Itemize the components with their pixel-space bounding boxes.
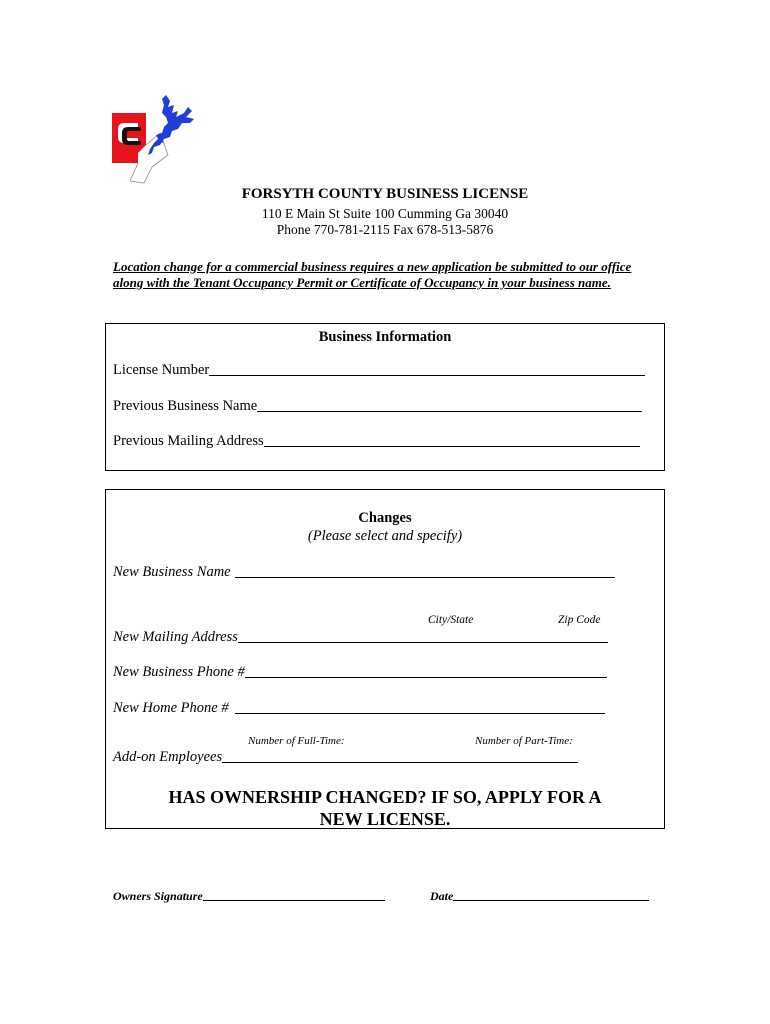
forsyth-county-logo [108,93,206,193]
ownership-changed-warning: HAS OWNERSHIP CHANGED? IF SO, APPLY FOR A NEW LICENSE. [168,787,602,829]
full-time-label: Number of Full-Time: [248,735,345,747]
date-field[interactable] [453,899,649,901]
business-information-section [105,323,665,471]
new-business-phone-field[interactable] [245,676,607,678]
new-business-name-label: New Business Name [113,564,231,580]
new-home-phone-row [113,700,605,717]
new-mailing-address-label: New Mailing Address [113,629,238,645]
changes-title: Changes [358,510,412,526]
owners-signature-row [113,889,385,904]
previous-mailing-address-label: Previous Mailing Address [113,433,264,449]
new-business-phone-row [113,664,607,681]
license-number-field[interactable] [209,374,645,376]
date-label: Date [430,889,454,903]
page-title: FORSYTH COUNTY BUSINESS LICENSE [241,186,529,202]
previous-business-name-label: Previous Business Name [113,398,258,414]
new-business-name-field[interactable] [235,576,615,578]
office-address: 110 E Main St Suite 100 Cumming Ga 30040 [261,206,509,221]
previous-business-name-field[interactable] [257,410,642,412]
license-number-label: License Number [113,362,210,378]
license-number-row [113,362,645,379]
new-mailing-address-field[interactable] [238,641,608,643]
new-mailing-address-row [113,629,608,646]
location-change-notice: Location change for a commercial business requires a new application be submitted to our office along with the Tenant Occupancy Permit or Certificate of Occupancy in your business name. [113,259,632,290]
city-state-label: City/State [428,614,474,626]
previous-mailing-address-field[interactable] [264,445,640,447]
add-on-employees-label: Add-on Employees [113,749,223,765]
zip-code-label: Zip Code [558,614,601,626]
previous-business-name-row [113,398,642,415]
part-time-label: Number of Part-Time: [475,735,573,747]
changes-subtitle: (Please select and specify) [307,528,463,544]
date-row [430,889,649,904]
new-home-phone-field[interactable] [235,712,605,714]
previous-mailing-address-row [113,433,640,450]
business-information-title: Business Information [318,329,452,345]
office-phone-fax: Phone 770-781-2115 Fax 678-513-5876 [276,222,494,237]
changes-section [105,489,665,829]
add-on-employees-field[interactable] [222,761,578,763]
add-on-employees-row [113,749,578,766]
owners-signature-field[interactable] [203,899,385,901]
new-home-phone-label: New Home Phone # [113,700,229,716]
new-business-name-row [113,564,615,581]
new-business-phone-label: New Business Phone # [113,664,245,680]
owners-signature-label: Owners Signature [113,889,203,903]
